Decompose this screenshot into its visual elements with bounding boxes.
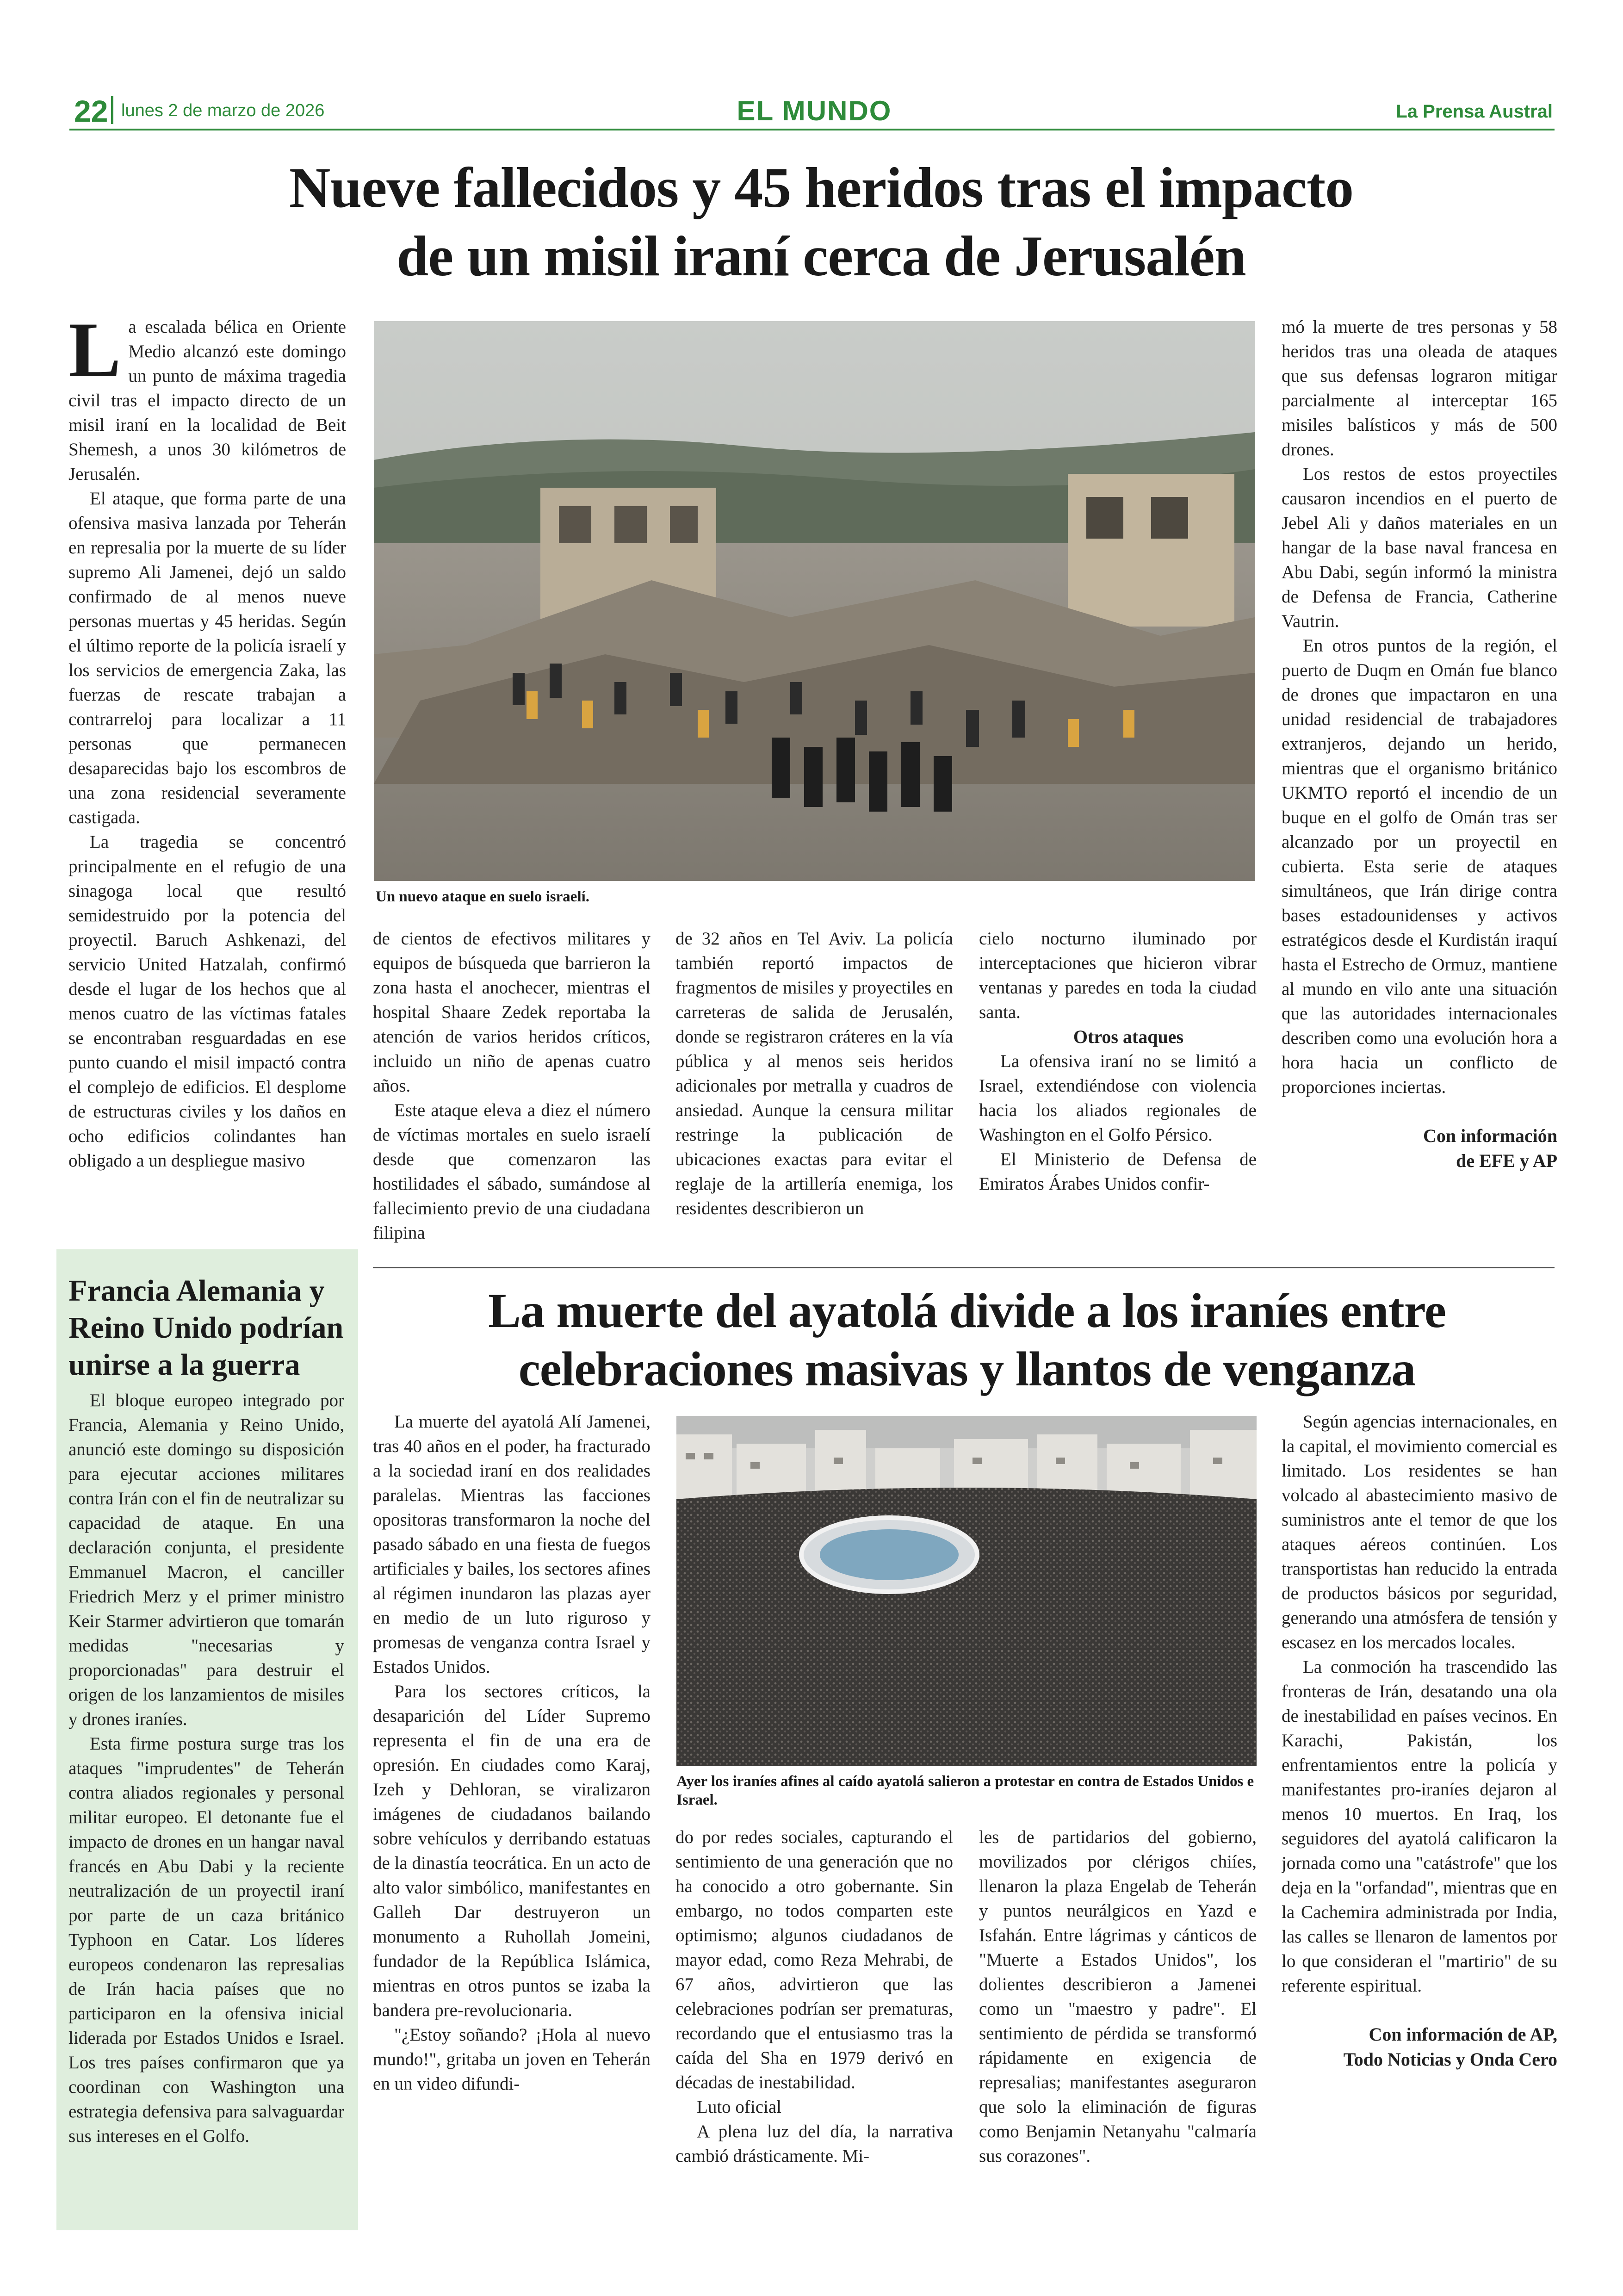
sidebar-box: [56, 1249, 358, 2230]
article1-paragraph: de 32 años en Tel Aviv. La policía también reportó impactos de fragmentos de misiles y proyectiles en carreteras de salida de Jerusalén, donde se registraron cráteres en la vía pública y al menos seis heridos adicionales por metralla y cuadros de ansiedad. Aunque la censura militar restringe la publicación de ubicaciones exactas para evitar el reglaje de la artillería enemiga, los residentes describieron un: [675, 929, 953, 1218]
article2-paragraph: La conmoción ha trascendido las fronteras de Irán, desatando una ola de inestabilidad en países vecinos. En Karachi, Pakistán, los enfrentamientos entre la policía y manifestantes pro-iraníes dejaron al menos 10 muertos. En Iraq, los seguidores del ayatolá calificaron la jornada como una "catástrofe" que los deja en la "orfandad", mientras que en la Cachemira administrada por India, las calles se llenaron de lamentos por lo que consideran el "martirio" de su referente espiritual.: [1282, 1657, 1557, 1996]
article2-paragraph: les de partidarios del gobierno, movilizados por clérigos chiíes, llenaron la plaza Engelab de Teherán y puntos neurálgicos en Yazd e Isfahán. Entre lágrimas y cánticos de "Muerte a Estados Unidos", los dolientes describieron a Jamenei como un "maestro y padre". El sentimiento de pérdida se transformó rápidamente en exigencia de represalias; manifestantes aseguraron que solo la eliminación de figuras como Benjamin Netanyahu "calmaría sus corazones".: [979, 1827, 1257, 2166]
article2-headline: [379, 1282, 1555, 1398]
article1-paragraph: Los restos de estos proyectiles causaron incendios en el puerto de Jebel Ali y daños materiales en un hangar de la base naval francesa en Abu Dabi, según informó la ministra de Defensa de Francia, Catherine Vautrin.: [1282, 464, 1557, 631]
article2-column-4: [1282, 1409, 1557, 2224]
article1-photo: [374, 321, 1255, 881]
article2-credit: [1282, 2022, 1557, 2072]
article2-paragraph: Según agencias internacionales, en la capital, el movimiento comercial es limitado. Los residentes se han volcado al abastecimiento masivo de suministros ante el temor de que los ataques aéreos continúen. Los transportistas han reducido la entrada de productos básicos por seguridad, generando una atmósfera de tensión y escasez en los mercados locales.: [1282, 1412, 1557, 1652]
article1-headline-line2: de un misil iraní cerca de Jerusalén: [396, 224, 1246, 288]
article2-headline-line2: celebraciones masivas y llantos de venganza: [518, 1342, 1416, 1396]
article2-paragraph: La muerte del ayatolá Alí Jamenei, tras 40 años en el poder, ha fracturado a la sociedad iraní en dos realidades paralelas. Mientras las facciones opositoras transformaron la noche del pasado sábado en una fiesta de fuegos artificiales y bailes, los sectores afines al régimen inundaron las plazas ayer en medio de un luto riguroso y promesas de venganza contra Israel y Estados Unidos.: [373, 1412, 650, 1677]
rubble-rescue-photo: [374, 321, 1255, 881]
article1-paragraph: El Ministerio de Defensa de Emiratos Árabes Unidos confir-: [979, 1149, 1257, 1194]
article2-paragraph: do por redes sociales, capturando el sentimiento de una generación que no ha conocido a otro gobernante. Sin embargo, no todos comparten este optimismo; algunos ciudadanos de mayor edad, como Reza Mehrabi, de 67 años, advirtieron que las celebraciones podrían ser prematuras, recordando que el entusiasmo tras la caída del Sha en 1979 derivó en décadas de inestabilidad.: [675, 1827, 953, 2092]
article2-credit-line1: Con información de AP,: [1369, 2024, 1557, 2045]
article2-photo: [676, 1416, 1257, 1766]
article1-column-2: [373, 926, 650, 1250]
article1-photo-caption: Un nuevo ataque en suelo israelí.: [376, 888, 590, 905]
sidebar-paragraph: Esta firme postura surge tras los ataques "imprudentes" de Teherán contra aliados regionales y personal militar europeo. El detonante fue el impacto de drones en un hangar naval francés en Abu Dabi y la reciente neutralización de un proyectil iraní por parte de un caza británico Typhoon en Catar. Los líderes europeos condenaron las represalias de Irán hacia países que no participaron en la ofensiva inicial liderada por Estados Unidos e Israel. Los tres países confirmaron que ya coordinan con Washington una estrategia defensiva para salvaguardar sus intereses en el Golfo.: [68, 1734, 344, 2146]
article1-dropcap: L: [68, 315, 121, 393]
section-title: EL MUNDO: [737, 95, 892, 126]
article2-headline-line1: La muerte del ayatolá divide a los iraníes entre: [488, 1284, 1446, 1338]
article-divider: [373, 1267, 1555, 1268]
article2-column-2: [675, 1825, 953, 2214]
newspaper-name: La Prensa Austral: [1396, 101, 1553, 122]
sidebar-title: Francia Alemania y Reino Unido podrían unirse a la guerra: [68, 1274, 344, 1382]
article1-column-1: [68, 315, 346, 1245]
page-number: 22: [74, 94, 108, 128]
article1-paragraph: La tragedia se concentró principalmente en el refugio de una sinagoga local que resultó semidestruido por la potencia del proyectil. Baruch Ashkenazi, del servicio United Hatzalah, confirmó desde el lugar de los hechos que al menos cuatro de las víctimas fatales se encontraban resguardadas en ese punto cuando el misil impactó contra el complejo de edificios. El desplome de estructuras civiles y los daños en ocho edificios colindantes han obligado a un despliegue masivo: [68, 832, 346, 1171]
article1-paragraph: En otros puntos de la región, el puerto de Duqm en Omán fue blanco de drones que impactaron en una unidad residencial de trabajadores extranjeros, dejando un herido, mientras que el organismo británico UKMTO reportó el incendio de un buque en el golfo de Omán tras ser alcanzado por un proyectil en cubierta. Esta serie de ataques simultáneos, que Irán dirige contra bases estadounidenses y activos estratégicos desde el Kurdistán iraquí hasta el Estrecho de Ormuz, mantiene al mundo en vilo ante una situación que las autoridades internacionales describen como una evolución hora a hora hacia un conflicto de proporciones inciertas.: [1282, 636, 1557, 1097]
article2-paragraph: Para los sectores críticos, la desaparición del Líder Supremo representa el fin de una era de opresión. En ciudades como Karaj, Izeh y Dehloran, se viralizaron imágenes de ciudadanos bailando sobre vehículos y derribando estatuas de la dinastía teocrática. En un acto de alto valor simbólico, manifestantes en Galleh Dar destruyeron un monumento a Ruhollah Jomeini, fundador de la República Islámica, mientras en otros puntos se izaba la bandera pre-revolucionaria.: [373, 1682, 650, 2020]
issue-date: lunes 2 de marzo de 2026: [121, 101, 325, 120]
article1-column-4: [979, 926, 1257, 1250]
article2-subhead: Luto oficial: [697, 2097, 782, 2117]
article2-column-1: [373, 1409, 650, 2215]
article1-paragraph: de cientos de efectivos militares y equipos de búsqueda que barrieron la zona hasta el anochecer, mientras el hospital Shaare Zedek reportaba la atención de varios heridos críticos, incluido un niño de apenas cuatro años.: [373, 929, 650, 1096]
article1-subhead: Otros ataques: [1073, 1026, 1184, 1047]
article2-column-3: [979, 1825, 1257, 2214]
header-rule: [69, 129, 1555, 130]
article1-credit-line2: de EFE y AP: [1456, 1150, 1557, 1171]
article1-paragraph: mó la muerte de tres personas y 58 heridos tras una oleada de ataques que sus defensas lograron mitigar parcialmente al interceptar 165 misiles balísticos y más de 500 drones.: [1282, 317, 1557, 459]
article1-headline: [139, 154, 1504, 291]
crowd-square-photo: [676, 1416, 1257, 1766]
article2-photo-caption: Ayer los iraníes afines al caído ayatolá salieron a protestar en contra de Estados Unidos e Israel.: [676, 1773, 1254, 1808]
header-separator: [111, 96, 113, 124]
article2-credit-line2: Todo Noticias y Onda Cero: [1343, 2049, 1557, 2070]
article1-paragraph: Este ataque eleva a diez el número de víctimas mortales en suelo israelí desde que comenzaron las hostilidades el sábado, sumándose al fallecimiento previo de una ciudadana filipina: [373, 1100, 650, 1243]
article1-paragraph: a escalada bélica en Oriente Medio alcanzó este domingo un punto de máxima tragedia civil tras el impacto directo de un misil iraní en la localidad de Beit Shemesh, a unos 30 kilómetros de Jerusalén.: [68, 317, 346, 484]
article2-paragraph: A plena luz del día, la narrativa cambió drásticamente. Mi-: [675, 2122, 953, 2166]
sidebar-body: [68, 1388, 344, 2212]
article1-credit: [1282, 1123, 1557, 1173]
article1-column-5: [1282, 315, 1557, 1259]
sidebar-paragraph: El bloque europeo integrado por Francia, Alemania y Reino Unido, anunció este domingo su disposición para ejecutar acciones militares contra Irán con el fin de neutralizar su capacidad de ataque. En una declaración conjunta, el presidente Emmanuel Macron, el canciller Friedrich Merz y el primer ministro Keir Starmer advirtieron que tomarán medidas "necesarias y proporcionadas" para destruir el origen de los lanzamientos de misiles y drones iraníes.: [68, 1390, 344, 1729]
article1-paragraph: La ofensiva iraní no se limitó a Israel, extendiéndose con violencia hacia los aliados regionales de Washington en el Golfo Pérsico.: [979, 1051, 1257, 1145]
article1-column-3: [675, 926, 953, 1250]
article1-headline-line1: Nueve fallecidos y 45 heridos tras el impacto: [289, 156, 1354, 219]
article2-paragraph: "¿Estoy soñando? ¡Hola al nuevo mundo!", gritaba un joven en Teherán en un video difundi-: [373, 2025, 650, 2094]
article1-paragraph: El ataque, que forma parte de una ofensiva masiva lanzada por Teherán en represalia por la muerte de su líder supremo Ali Jamenei, dejó un saldo confirmado de al menos nueve personas muertas y 45 heridas. Según el último reporte de la policía israelí y los servicios de emergencia Zaka, las fuerzas de rescate trabajan a contrarreloj para localizar a 11 personas que permanecen desaparecidas bajo los escombros de una zona residencial severamente castigada.: [68, 489, 346, 827]
article1-credit-line1: Con información: [1423, 1125, 1557, 1146]
article1-paragraph: cielo nocturno iluminado por interceptaciones que hicieron vibrar ventanas y paredes en toda la ciudad santa.: [979, 929, 1257, 1022]
